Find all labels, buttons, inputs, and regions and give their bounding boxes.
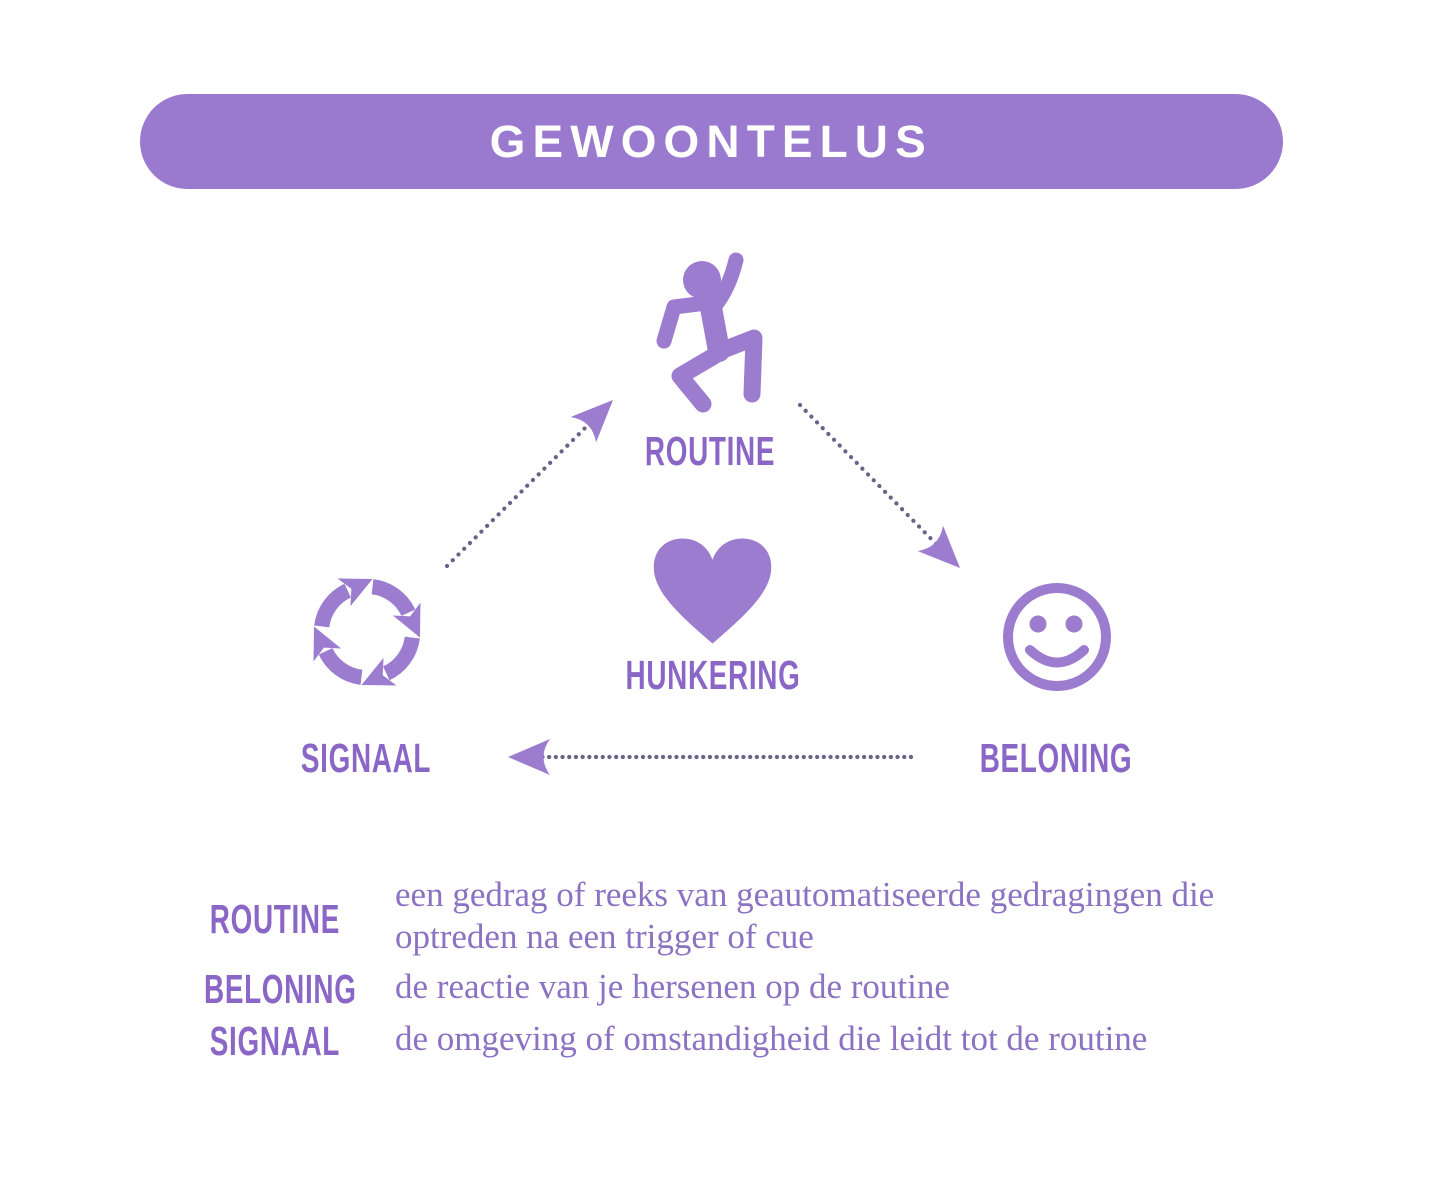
legend-definition-routine: een gedrag of reeks van geautomatiseerde gedragingen die optreden na een trigger of cue	[395, 875, 1215, 956]
legend-definition-beloning: de reactie van je hersenen op de routine	[395, 967, 950, 1006]
legend-term-beloning: BELONING	[204, 966, 357, 1012]
arrow-routine-to-beloning	[800, 405, 944, 552]
cycle-arrows-icon	[296, 561, 438, 703]
running-person-icon	[640, 245, 800, 415]
heart-icon	[650, 532, 775, 650]
node-label-routine: ROUTINE	[644, 428, 776, 474]
arrow-signaal-to-routine	[447, 416, 597, 566]
node-label-signaal: SIGNAAL	[300, 735, 432, 781]
legend-term-routine: ROUTINE	[209, 896, 340, 942]
legend-definition-signaal: de omgeving of omstandigheid die leidt tot de routine	[395, 1019, 1148, 1058]
node-label-beloning: BELONING	[979, 735, 1133, 781]
smiley-face-icon	[1000, 580, 1114, 694]
legend-term-signaal: SIGNAAL	[209, 1018, 340, 1064]
page-title: GEWOONTELUS	[489, 115, 934, 167]
node-label-hunkering: HUNKERING	[625, 652, 801, 698]
